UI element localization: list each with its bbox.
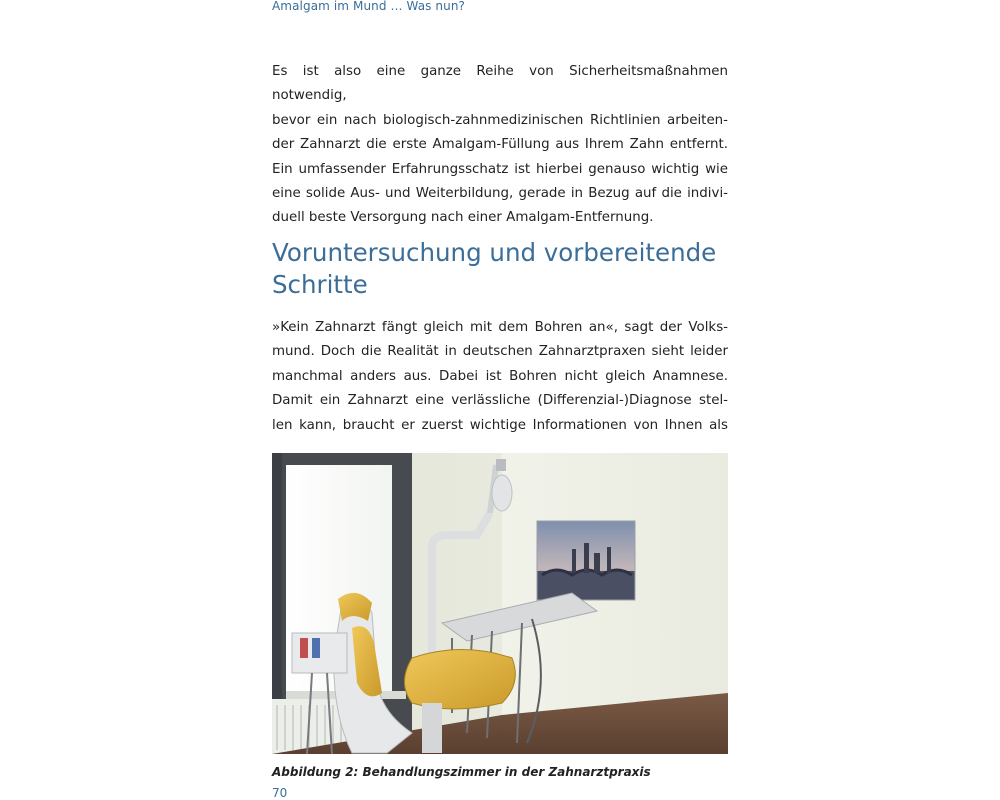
- section-heading: [272, 237, 742, 301]
- heading-line: Schritte: [272, 270, 368, 299]
- paragraph-line: Ein umfassender Erfahrungsschatz ist hierbei genauso wichtig wie: [272, 161, 728, 177]
- paragraph-line: bevor ein nach biologisch-zahnmedizinischen Richtlinien arbeiten-: [272, 112, 728, 128]
- paragraph-line: duell beste Versorgung nach einer Amalgam-Entfernung.: [272, 210, 654, 226]
- figure-caption: Abbildung 2: Behandlungszimmer in der Zahnarztpraxis: [272, 765, 651, 779]
- page-number: 70: [272, 786, 288, 800]
- running-header: Amalgam im Mund … Was nun?: [272, 0, 466, 13]
- paragraph-line: der Zahnarzt die erste Amalgam-Füllung aus Ihrem Zahn entfernt.: [272, 137, 728, 153]
- body-paragraph-2: [272, 316, 728, 438]
- paragraph-line: Damit ein Zahnarzt eine verlässliche (Differenzial-)Diagnose stel-: [272, 393, 728, 409]
- heading-line: Voruntersuchung und vorbereitende: [272, 238, 717, 267]
- paragraph-line: mund. Doch die Realität in deutschen Zahnarztpraxen sieht leider: [272, 344, 728, 360]
- wall-painting: [537, 521, 635, 600]
- paragraph-line: »Kein Zahnarzt fängt gleich mit dem Bohren an«, sagt der Volks-: [272, 320, 728, 335]
- paragraph-line: len kann, braucht er zuerst wichtige Informationen von Ihnen als: [272, 417, 728, 433]
- paragraph-line: manchmal anders aus. Dabei ist Bohren nicht gleich Anamnese.: [272, 368, 728, 384]
- dental-treatment-room-photo: [272, 453, 728, 754]
- body-paragraph-1: [272, 60, 728, 231]
- paragraph-line: Es ist also eine ganze Reihe von Sicherheitsmaßnahmen notwendig,: [272, 64, 728, 104]
- paragraph-line: eine solide Aus- und Weiterbildung, gerade in Bezug auf die indivi-: [272, 186, 728, 202]
